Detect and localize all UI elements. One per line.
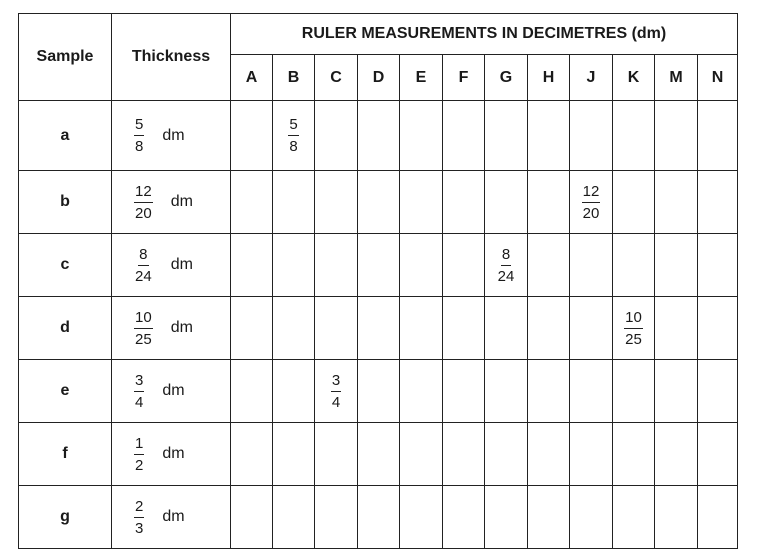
- grid-cell-g: [485, 101, 528, 171]
- grid-cell-d: [358, 486, 400, 549]
- fraction-denominator: 8: [135, 138, 144, 155]
- column-header-c: C: [315, 55, 358, 101]
- grid-cell-g: [485, 297, 528, 360]
- fraction-denominator: 25: [625, 330, 642, 348]
- grid-cell-n: [698, 360, 738, 423]
- thickness-fraction: [134, 435, 144, 474]
- grid-cell-b: [273, 234, 315, 297]
- unit-label: dm: [162, 382, 185, 399]
- grid-cell-a: [231, 234, 273, 297]
- grid-cell-g: [485, 423, 528, 486]
- grid-cell-d: [358, 171, 400, 234]
- fraction-numerator: 10: [134, 309, 153, 329]
- column-header-g: G: [485, 55, 528, 101]
- grid-cell-d: [358, 423, 400, 486]
- grid-cell-m: [655, 101, 698, 171]
- grid-cell-d: [358, 360, 400, 423]
- grid-cell-a: [231, 101, 273, 171]
- table-row: [19, 423, 738, 486]
- unit-label: dm: [162, 126, 185, 144]
- grid-cell-g: [485, 486, 528, 549]
- unit-label: dm: [162, 508, 185, 525]
- grid-cell-n: [698, 101, 738, 171]
- grid-cell-a: [231, 486, 273, 549]
- fraction-numerator: 2: [134, 498, 144, 518]
- thickness-fraction: [134, 309, 153, 348]
- thickness-header: Thickness: [112, 14, 231, 101]
- fraction-denominator: 4: [135, 393, 144, 411]
- table-row: [19, 171, 738, 234]
- grid-cell-k: [613, 234, 655, 297]
- fraction-numerator: 5: [288, 116, 298, 136]
- fraction-denominator: 24: [135, 267, 152, 285]
- grid-cell-j: [570, 423, 613, 486]
- grid-cell-b: [273, 423, 315, 486]
- grid-cell-e: [400, 171, 443, 234]
- grid-cell-h: [528, 423, 570, 486]
- unit-label: dm: [170, 319, 193, 336]
- column-header-h: H: [528, 55, 570, 101]
- table-row: [19, 486, 738, 549]
- grid-cell-j: [570, 486, 613, 549]
- thickness-fraction: [134, 116, 144, 155]
- grid-cell-j: [570, 101, 613, 171]
- grid-cell-f: [443, 360, 485, 423]
- grid-cell-f: [443, 171, 485, 234]
- grid-cell-n: [698, 423, 738, 486]
- grid-cell-f: [443, 234, 485, 297]
- grid-cell-e: [400, 423, 443, 486]
- fraction-denominator: 4: [331, 393, 341, 411]
- grid-cell-a: [231, 297, 273, 360]
- thickness-cell: [112, 234, 231, 297]
- column-header-j: J: [570, 55, 613, 101]
- grid-cell-m: [655, 234, 698, 297]
- grid-cell-c: [315, 486, 358, 549]
- sample-label: e: [19, 360, 112, 423]
- thickness-cell: [112, 297, 231, 360]
- sample-label: g: [19, 486, 112, 549]
- grid-cell-m: [655, 423, 698, 486]
- grid-cell-f: [443, 486, 485, 549]
- grid-cell-e: [400, 360, 443, 423]
- thickness-cell: [112, 423, 231, 486]
- column-header-n: N: [698, 55, 738, 101]
- column-header-f: F: [443, 55, 485, 101]
- measurement-table: [18, 13, 738, 549]
- sample-label: d: [19, 297, 112, 360]
- table-row: [19, 297, 738, 360]
- grid-cell-n: [698, 234, 738, 297]
- grid-cell-c: [315, 101, 358, 171]
- fraction-numerator: 3: [331, 372, 341, 392]
- fraction-denominator: 20: [582, 204, 600, 222]
- column-header-k: K: [613, 55, 655, 101]
- grid-cell-h: [528, 360, 570, 423]
- table-body: [19, 101, 738, 549]
- grid-cell-h: [528, 171, 570, 234]
- column-header-e: E: [400, 55, 443, 101]
- unit-label: dm: [170, 193, 193, 210]
- grid-cell-e: [400, 486, 443, 549]
- thickness-fraction: [134, 372, 144, 411]
- fraction-numerator: 5: [134, 116, 144, 136]
- grid-cell-j: [570, 297, 613, 360]
- grid-cell-e: [400, 101, 443, 171]
- grid-cell-j: [570, 171, 613, 234]
- grid-cell-e: [400, 297, 443, 360]
- grid-cell-d: [358, 297, 400, 360]
- column-header-d: D: [358, 55, 400, 101]
- grid-cell-a: [231, 360, 273, 423]
- ruler-fraction-mark: [288, 116, 298, 155]
- column-header-a: A: [231, 55, 273, 101]
- table-row: [19, 360, 738, 423]
- fraction-numerator: 12: [582, 183, 601, 203]
- sample-label: a: [19, 101, 112, 171]
- grid-cell-b: [273, 360, 315, 423]
- ruler-fraction-mark: [497, 246, 516, 285]
- table-row: [19, 234, 738, 297]
- grid-cell-g: [485, 360, 528, 423]
- fraction-denominator: 8: [289, 138, 298, 155]
- grid-cell-b: [273, 101, 315, 171]
- grid-cell-g: [485, 234, 528, 297]
- grid-cell-n: [698, 486, 738, 549]
- grid-cell-k: [613, 101, 655, 171]
- thickness-fraction: [134, 498, 144, 537]
- fraction-numerator: 3: [134, 372, 144, 392]
- fraction-numerator: 12: [134, 183, 153, 203]
- grid-cell-h: [528, 234, 570, 297]
- grid-cell-f: [443, 297, 485, 360]
- ruler-fraction-mark: [331, 372, 341, 411]
- fraction-numerator: 10: [624, 309, 643, 329]
- grid-cell-h: [528, 101, 570, 171]
- grid-cell-k: [613, 297, 655, 360]
- grid-cell-k: [613, 171, 655, 234]
- grid-cell-m: [655, 297, 698, 360]
- ruler-measurements-title: RULER MEASUREMENTS IN DECIMETRES (dm): [231, 14, 738, 55]
- grid-cell-f: [443, 101, 485, 171]
- grid-cell-j: [570, 360, 613, 423]
- grid-cell-d: [358, 234, 400, 297]
- sample-label: c: [19, 234, 112, 297]
- unit-label: dm: [170, 256, 193, 273]
- fraction-denominator: 3: [135, 519, 144, 537]
- ruler-fraction-mark: [582, 183, 601, 222]
- grid-cell-h: [528, 486, 570, 549]
- grid-cell-j: [570, 234, 613, 297]
- grid-cell-g: [485, 171, 528, 234]
- grid-cell-d: [358, 101, 400, 171]
- title-row: [19, 14, 738, 55]
- grid-cell-n: [698, 297, 738, 360]
- grid-cell-c: [315, 171, 358, 234]
- grid-cell-c: [315, 360, 358, 423]
- fraction-numerator: 1: [134, 435, 144, 455]
- table-row: [19, 101, 738, 171]
- grid-cell-b: [273, 486, 315, 549]
- thickness-cell: [112, 360, 231, 423]
- grid-cell-k: [613, 423, 655, 486]
- grid-cell-b: [273, 297, 315, 360]
- thickness-cell: [112, 101, 231, 171]
- grid-cell-c: [315, 297, 358, 360]
- grid-cell-c: [315, 234, 358, 297]
- grid-cell-k: [613, 486, 655, 549]
- grid-cell-a: [231, 171, 273, 234]
- sample-label: f: [19, 423, 112, 486]
- grid-cell-c: [315, 423, 358, 486]
- thickness-fraction: [134, 183, 153, 222]
- grid-cell-e: [400, 234, 443, 297]
- fraction-numerator: 8: [501, 246, 511, 266]
- grid-cell-a: [231, 423, 273, 486]
- grid-cell-n: [698, 171, 738, 234]
- grid-cell-k: [613, 360, 655, 423]
- grid-cell-m: [655, 171, 698, 234]
- fraction-denominator: 24: [497, 267, 515, 285]
- grid-cell-m: [655, 360, 698, 423]
- grid-cell-f: [443, 423, 485, 486]
- grid-cell-m: [655, 486, 698, 549]
- column-header-b: B: [273, 55, 315, 101]
- ruler-fraction-mark: [624, 309, 643, 348]
- fraction-numerator: 8: [138, 246, 148, 266]
- grid-cell-h: [528, 297, 570, 360]
- thickness-fraction: [134, 246, 153, 285]
- fraction-denominator: 2: [135, 456, 144, 474]
- unit-label: dm: [162, 445, 185, 462]
- sample-label: b: [19, 171, 112, 234]
- grid-cell-b: [273, 171, 315, 234]
- column-header-m: M: [655, 55, 698, 101]
- fraction-denominator: 25: [135, 330, 152, 348]
- fraction-denominator: 20: [135, 204, 152, 222]
- thickness-cell: [112, 171, 231, 234]
- thickness-cell: [112, 486, 231, 549]
- sample-header: Sample: [19, 14, 112, 101]
